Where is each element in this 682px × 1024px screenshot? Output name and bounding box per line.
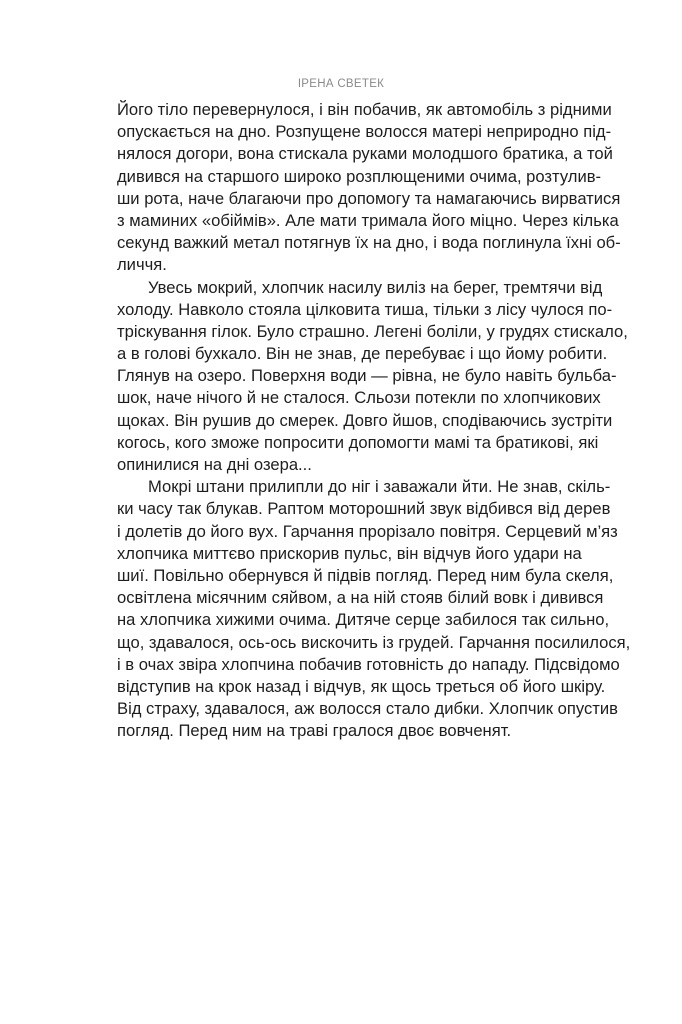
text-line: опускається на дно. Розпущене волосся матері неприродно під-: [117, 122, 612, 142]
text-line: і долетів до його вух. Гарчання прорізало повітря. Серцевий м’яз: [117, 521, 618, 541]
text-line: Його тіло перевернулося, і він побачив, як автомобіль з рідними: [117, 100, 612, 119]
text-line: хлопчика миттєво прискорив пульс, він відчув його удари на: [117, 543, 582, 563]
text-line: тріскування гілок. Було страшно. Легені боліли, у грудях стискало,: [117, 321, 628, 341]
text-line: шиї. Повільно обернувся й підвів погляд. Перед ним була скеля,: [117, 565, 614, 585]
text-line: відступив на крок назад і відчув, як щось треться об його шкіру.: [117, 676, 606, 696]
text-line: погляд. Перед ним на траві гралося двоє вовченят.: [117, 721, 512, 741]
text-line: Глянув на озеро. Поверхня води — рівна, не було навіть бульба-: [117, 366, 617, 386]
text-line: шок, наче нічого й не сталося. Сльози потекли по хлопчикових: [117, 388, 601, 408]
text-line: когось, кого зможе попросити допомогти мамі та братикові, які: [117, 432, 599, 452]
text-line: Мокрі штани прилипли до ніг і заважали йти. Не знав, скіль-: [148, 477, 611, 497]
text-line: секунд важкий метал потягнув їх на дно, і вода поглинула їхні об-: [117, 233, 621, 253]
text-line: з маминих «обіймів». Але мати тримала його міцно. Через кілька: [117, 210, 619, 230]
text-line: опинилися на дні озера...: [117, 455, 312, 474]
text-line: і в очах звіра хлопчина побачив готовність до нападу. Підсвідомо: [117, 654, 620, 674]
body-text: [117, 99, 631, 742]
running-head: ІРЕНА СВЕТЕК: [297, 78, 385, 90]
text-line: ки часу так блукав. Раптом моторошний звук відбився від дерев: [117, 499, 611, 519]
paragraph: [117, 99, 621, 277]
text-line: а в голові бухкало. Він не знав, де перебуває і що йому робити.: [117, 344, 608, 364]
text-line: холоду. Навколо стояла цілковита тиша, тільки з лісу чулося по-: [117, 299, 613, 319]
text-line: Від страху, здавалося, аж волосся стало дибки. Хлопчик опустив: [117, 699, 618, 719]
paragraph: [117, 277, 628, 477]
text-line: що, здавалося, ось-ось вискочить із грудей. Гарчання посилилося,: [117, 632, 631, 652]
paragraph: [117, 476, 631, 742]
text-line: щоках. Він рушив до смерек. Довго йшов, сподіваючись зустріти: [117, 410, 613, 430]
text-line: освітлена місячним сяйвом, а на ній стояв білий вовк і дивився: [117, 588, 604, 608]
text-line: на хлопчика хижими очима. Дитяче серце забилося так сильно,: [117, 610, 610, 630]
text-line: нялося догори, вона стискала руками молодшого братика, а той: [117, 144, 613, 164]
text-line: дивився на старшого широко розплющеними очима, розтулив-: [117, 166, 602, 186]
text-line: личчя.: [117, 255, 167, 275]
text-line: ши рота, наче благаючи про допомогу та намагаючись вирватися: [117, 188, 621, 208]
text-line: Увесь мокрий, хлопчик насилу виліз на берег, тремтячи від: [148, 277, 603, 297]
